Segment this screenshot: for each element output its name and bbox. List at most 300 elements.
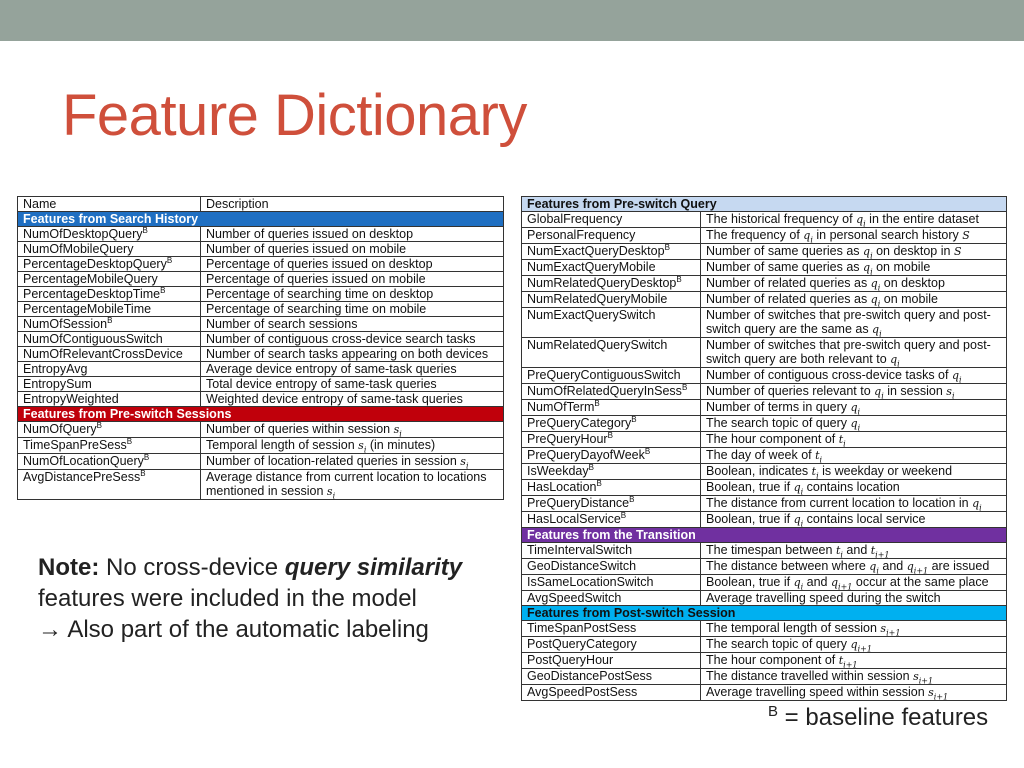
baseline-mark: B xyxy=(664,242,670,252)
math-symbol: t xyxy=(838,433,844,446)
baseline-mark: B xyxy=(644,446,651,456)
table-row xyxy=(522,244,1007,260)
math-subscript: i+1 xyxy=(838,582,853,592)
description-text: Average travelling speed within session xyxy=(706,685,929,699)
description-text: The timespan between xyxy=(706,543,836,557)
feature-description-cell xyxy=(701,512,1007,528)
feature-name: NumExactQuerySwitch xyxy=(527,308,656,322)
math-symbol: q xyxy=(850,417,858,430)
table-row xyxy=(522,512,1007,528)
feature-name-cell xyxy=(18,362,201,377)
math-symbol: q xyxy=(830,576,839,589)
math-symbol: q xyxy=(869,560,877,573)
feature-description-cell xyxy=(701,448,1007,464)
description-text: Number of related queries as xyxy=(706,292,871,306)
baseline-mark: B xyxy=(629,494,635,504)
description-text: Average device entropy of same-task queries xyxy=(206,362,457,376)
top-bar xyxy=(0,0,1024,41)
feature-description-cell xyxy=(201,272,504,287)
description-text: Average distance from current location to locations mentioned in session xyxy=(206,470,487,498)
baseline-mark: B xyxy=(126,436,133,446)
description-column-header: Description xyxy=(201,197,504,212)
query-feature-table xyxy=(521,196,1007,701)
math-subscript: i xyxy=(399,429,402,439)
math-subscript: i xyxy=(465,461,469,471)
feature-description-cell xyxy=(701,496,1007,512)
feature-name: PreQueryCategory xyxy=(527,416,632,430)
table-row xyxy=(522,338,1007,368)
description-text: The distance travelled within session xyxy=(706,669,914,683)
feature-description-cell xyxy=(201,470,504,500)
description-text: The search topic of query xyxy=(706,637,851,651)
math-symbol: q xyxy=(972,497,980,510)
feature-name-cell xyxy=(522,637,701,653)
table-row xyxy=(18,377,504,392)
feature-description-cell xyxy=(201,242,504,257)
description-text: Number of contiguous cross-device tasks of xyxy=(706,368,952,382)
math-symbol: q xyxy=(863,261,871,274)
feature-name-cell xyxy=(18,347,201,362)
description-text: occur at the same place xyxy=(852,575,989,589)
feature-name: PostQueryHour xyxy=(527,653,614,667)
baseline-mark: B xyxy=(142,225,148,235)
description-text: The hour component of xyxy=(706,432,839,446)
math-subscript: i xyxy=(332,491,336,501)
description-text: The day of week of xyxy=(706,448,816,462)
baseline-mark: B xyxy=(607,430,613,440)
baseline-mark: B xyxy=(631,414,637,424)
feature-name-cell xyxy=(18,287,201,302)
feature-name: NumRelatedQueryMobile xyxy=(527,292,668,306)
math-subscript: i xyxy=(800,582,804,592)
feature-name-cell xyxy=(18,272,201,287)
math-symbol: t xyxy=(815,449,820,462)
math-subscript: i xyxy=(877,283,881,293)
section-header-row xyxy=(522,528,1007,543)
description-text: are issued xyxy=(928,559,990,573)
arrow-icon: → xyxy=(38,616,62,643)
table-row xyxy=(522,448,1007,464)
feature-name: NumOfRelatedQueryInSess xyxy=(527,384,682,398)
math-subscript: i+1 xyxy=(875,550,890,560)
feature-description-cell xyxy=(701,621,1007,637)
feature-description-cell xyxy=(701,591,1007,606)
baseline-mark: B xyxy=(596,478,602,488)
feature-name-cell xyxy=(18,242,201,257)
feature-name-cell xyxy=(18,438,201,454)
feature-description-cell xyxy=(701,368,1007,384)
description-text: is weekday or weekend xyxy=(818,464,953,478)
feature-description-cell xyxy=(201,302,504,317)
feature-description-cell xyxy=(701,575,1007,591)
feature-name-cell xyxy=(522,685,701,701)
feature-name: PercentageDesktopQuery xyxy=(23,257,167,271)
math-subscript: i xyxy=(819,455,823,465)
feature-name-cell xyxy=(522,368,701,384)
math-symbol: s xyxy=(928,686,934,699)
feature-name: PreQueryContiguousSwitch xyxy=(527,368,681,382)
feature-name-cell xyxy=(18,302,201,317)
feature-name-cell xyxy=(522,416,701,432)
math-symbol: S xyxy=(962,229,970,242)
description-text: Number of search tasks appearing on both devices xyxy=(206,347,489,361)
section-title: Features from Pre-switch Query xyxy=(522,197,1007,212)
math-subscript: i xyxy=(863,219,866,229)
table-row xyxy=(522,212,1007,228)
description-text: Percentage of searching time on mobile xyxy=(206,302,427,316)
description-text: Percentage of queries issued on mobile xyxy=(206,272,426,286)
description-text: Boolean, true if xyxy=(706,575,794,589)
feature-description-cell xyxy=(701,212,1007,228)
description-text: Weighted device entropy of same-task queries xyxy=(206,392,463,406)
section-header-row xyxy=(18,407,504,422)
description-text: Boolean, indicates xyxy=(706,464,812,478)
table-row xyxy=(522,368,1007,384)
table-row xyxy=(18,347,504,362)
table-row xyxy=(522,308,1007,338)
feature-description-cell xyxy=(701,384,1007,400)
feature-name: PersonalFrequency xyxy=(527,228,636,242)
feature-name-cell xyxy=(522,308,701,338)
description-text: Number of location-related queries in session xyxy=(206,454,461,468)
table-row xyxy=(522,464,1007,480)
table-row xyxy=(18,302,504,317)
feature-description-cell xyxy=(201,362,504,377)
math-subscript: i xyxy=(810,235,813,245)
feature-name: NumRelatedQueryDesktop xyxy=(527,276,677,290)
baseline-mark: B xyxy=(620,510,627,520)
feature-name-cell xyxy=(522,621,701,637)
description-text: Number of same queries as xyxy=(706,260,864,274)
feature-name: IsWeekday xyxy=(527,464,589,478)
math-symbol: t xyxy=(811,465,817,478)
baseline-mark: B xyxy=(768,703,779,720)
feature-name: NumRelatedQuerySwitch xyxy=(527,338,668,352)
feature-description-cell xyxy=(701,338,1007,368)
table-row xyxy=(18,242,504,257)
feature-name-cell xyxy=(18,470,201,500)
section-header-row xyxy=(522,197,1007,212)
description-text: Number of contiguous cross-device search tasks xyxy=(206,332,476,346)
name-column-header: Name xyxy=(18,197,201,212)
feature-name: GlobalFrequency xyxy=(527,212,623,226)
feature-name: TimeIntervalSwitch xyxy=(527,543,633,557)
math-symbol: s xyxy=(880,622,887,635)
math-symbol: t xyxy=(838,654,844,667)
description-text: in personal search history xyxy=(812,228,963,242)
feature-name: PreQueryDayofWeek xyxy=(527,448,645,462)
table-row xyxy=(18,317,504,332)
description-text: The hour component of xyxy=(706,653,839,667)
description-text: Number of queries within session xyxy=(206,422,394,436)
feature-name-cell xyxy=(522,260,701,276)
math-symbol: q xyxy=(850,401,858,414)
feature-name-cell xyxy=(522,480,701,496)
description-text: Number of switches that pre-switch query and post-switch query are the same as xyxy=(706,308,991,336)
feature-name: NumOfLocationQuery xyxy=(23,454,144,468)
feature-name: GeoDistancePostSess xyxy=(527,669,653,683)
math-symbol: q xyxy=(951,369,959,382)
description-text: Number of switches that pre-switch query and post-switch query are both relevant to xyxy=(706,338,991,366)
feature-name: NumOfQuery xyxy=(23,422,97,436)
table-row xyxy=(522,637,1007,653)
description-text: (in minutes) xyxy=(366,438,436,452)
math-symbol: s xyxy=(913,670,919,683)
math-subscript: i xyxy=(870,251,873,261)
description-text: Total device entropy of same-task queries xyxy=(206,377,437,391)
feature-description-cell xyxy=(701,559,1007,575)
baseline-mark: B xyxy=(107,315,113,325)
feature-name: PercentageMobileTime xyxy=(23,302,152,316)
math-subscript: i+1 xyxy=(886,628,901,638)
feature-name-cell xyxy=(522,512,701,528)
feature-description-cell xyxy=(701,292,1007,308)
description-text: Number of related queries as xyxy=(706,276,871,290)
math-symbol: t xyxy=(835,544,841,557)
feature-name-cell xyxy=(18,227,201,242)
feature-description-cell xyxy=(201,287,504,302)
feature-name: PercentageMobileQuery xyxy=(23,272,158,286)
description-text: The frequency of xyxy=(706,228,804,242)
math-subscript: i+1 xyxy=(933,692,949,702)
math-subscript: i xyxy=(881,391,884,401)
table-row xyxy=(522,400,1007,416)
math-symbol: q xyxy=(874,385,882,398)
description-text: Number of terms in query xyxy=(706,400,851,414)
feature-name-cell xyxy=(522,559,701,575)
table-row xyxy=(522,276,1007,292)
math-symbol: s xyxy=(358,439,364,452)
feature-description-cell xyxy=(701,228,1007,244)
math-subscript: i xyxy=(857,423,861,433)
feature-description-cell xyxy=(201,227,504,242)
description-text: Temporal length of session xyxy=(206,438,359,452)
math-subscript: i+1 xyxy=(843,660,858,670)
feature-name-cell xyxy=(522,276,701,292)
table-row xyxy=(18,422,504,438)
feature-name: NumExactQueryMobile xyxy=(527,260,656,274)
feature-description-cell xyxy=(201,347,504,362)
math-subscript: i xyxy=(840,550,843,560)
feature-description-cell xyxy=(701,244,1007,260)
note-label: Note: xyxy=(38,554,100,581)
description-text: on mobile xyxy=(880,292,938,306)
math-subscript: i xyxy=(876,566,879,576)
feature-name-cell xyxy=(18,377,201,392)
math-symbol: s xyxy=(460,455,466,468)
baseline-mark: B xyxy=(140,468,146,478)
feature-description-cell xyxy=(201,332,504,347)
baseline-legend-text: = baseline features xyxy=(778,704,989,731)
math-subscript: i xyxy=(800,519,804,529)
baseline-mark: B xyxy=(96,420,102,430)
math-subscript: i xyxy=(857,407,861,417)
table-row xyxy=(522,480,1007,496)
feature-name-cell xyxy=(522,432,701,448)
feature-name-cell xyxy=(522,228,701,244)
table-row xyxy=(18,392,504,407)
table-row xyxy=(522,432,1007,448)
section-header-row xyxy=(522,606,1007,621)
description-text: Percentage of queries issued on desktop xyxy=(206,257,433,271)
feature-name: HasLocation xyxy=(527,480,597,494)
table-row xyxy=(522,559,1007,575)
description-text: Number of queries relevant to xyxy=(706,384,875,398)
feature-description-cell xyxy=(701,464,1007,480)
table-row xyxy=(522,260,1007,276)
table-row xyxy=(18,287,504,302)
note-line-3-text: Also part of the automatic labeling xyxy=(62,616,429,643)
baseline-mark: B xyxy=(160,285,166,295)
math-symbol: t xyxy=(870,544,876,557)
table-row xyxy=(522,685,1007,701)
table-header-row xyxy=(18,197,504,212)
feature-description-cell xyxy=(201,454,504,470)
table-row xyxy=(18,362,504,377)
slide-title: Feature Dictionary xyxy=(62,83,527,148)
note-phrase: query similarity xyxy=(284,554,463,581)
feature-name: HasLocalService xyxy=(527,512,621,526)
feature-name-cell xyxy=(522,400,701,416)
description-text: Percentage of searching time on desktop xyxy=(206,287,434,301)
feature-name: AvgSpeedPostSess xyxy=(527,685,638,699)
math-subscript: i xyxy=(363,445,367,455)
feature-description-cell xyxy=(201,317,504,332)
math-subscript: i+1 xyxy=(857,644,872,654)
description-text: Number of same queries as xyxy=(706,244,864,258)
description-text: and xyxy=(842,543,871,557)
feature-name-cell xyxy=(522,543,701,559)
feature-description-cell xyxy=(701,400,1007,416)
math-subscript: i+1 xyxy=(913,566,929,576)
table-row xyxy=(522,416,1007,432)
table-row xyxy=(18,272,504,287)
feature-description-cell xyxy=(201,422,504,438)
math-symbol: q xyxy=(870,277,878,290)
feature-description-cell xyxy=(701,432,1007,448)
section-title: Features from Post-switch Session xyxy=(522,606,1007,621)
math-subscript: i xyxy=(897,359,900,369)
table-row xyxy=(522,496,1007,512)
feature-name: NumOfTerm xyxy=(527,400,595,414)
section-title: Features from Search History xyxy=(18,212,504,227)
feature-name: PreQueryHour xyxy=(527,432,608,446)
description-text: The distance from current location to location in xyxy=(706,496,973,510)
feature-name-cell xyxy=(522,212,701,228)
feature-name-cell xyxy=(522,448,701,464)
baseline-mark: B xyxy=(143,452,150,462)
feature-name-cell xyxy=(522,384,701,400)
baseline-mark: B xyxy=(676,274,682,284)
baseline-mark: B xyxy=(594,398,600,408)
feature-name-cell xyxy=(522,338,701,368)
note-line-2: features were included in the model xyxy=(38,585,417,612)
feature-description-cell xyxy=(701,276,1007,292)
description-text: on mobile xyxy=(872,260,931,274)
description-text: Number of queries issued on desktop xyxy=(206,227,414,241)
math-subscript: i xyxy=(979,503,982,513)
feature-name: NumExactQueryDesktop xyxy=(527,244,665,258)
feature-description-cell xyxy=(201,392,504,407)
feature-name-cell xyxy=(522,496,701,512)
feature-description-cell xyxy=(701,653,1007,669)
feature-name: PreQueryDistance xyxy=(527,496,630,510)
feature-description-cell xyxy=(701,308,1007,338)
feature-description-cell xyxy=(201,257,504,272)
table-row xyxy=(18,454,504,470)
table-row xyxy=(522,653,1007,669)
baseline-mark: B xyxy=(588,462,594,472)
feature-name: EntropyWeighted xyxy=(23,392,119,406)
feature-description-cell xyxy=(201,438,504,454)
baseline-mark: B xyxy=(166,255,173,265)
search-history-feature-table xyxy=(17,196,504,500)
math-symbol: s xyxy=(946,385,952,398)
description-text: in session xyxy=(883,384,947,398)
description-text: contains local service xyxy=(803,512,926,526)
feature-name: EntropyAvg xyxy=(23,362,88,376)
math-symbol: q xyxy=(803,229,811,242)
table-row xyxy=(18,257,504,272)
table-row xyxy=(18,470,504,500)
math-symbol: q xyxy=(793,481,801,494)
math-subscript: i xyxy=(870,267,873,277)
math-symbol: q xyxy=(863,245,871,258)
feature-name-cell xyxy=(522,575,701,591)
feature-name-cell xyxy=(18,317,201,332)
description-text: on desktop in xyxy=(872,244,954,258)
feature-name-cell xyxy=(18,392,201,407)
baseline-mark: B xyxy=(681,382,688,392)
feature-name: PercentageDesktopTime xyxy=(23,287,161,301)
table-row xyxy=(522,591,1007,606)
math-subscript: i xyxy=(843,439,846,449)
table-row xyxy=(522,384,1007,400)
feature-description-cell xyxy=(701,669,1007,685)
feature-name-cell xyxy=(522,292,701,308)
baseline-legend xyxy=(768,704,988,732)
feature-name: NumOfDesktopQuery xyxy=(23,227,143,241)
feature-name-cell xyxy=(522,464,701,480)
math-symbol: q xyxy=(870,293,878,306)
feature-description-cell xyxy=(701,480,1007,496)
description-text: The distance between where xyxy=(706,559,870,573)
description-text: Number of queries issued on mobile xyxy=(206,242,407,256)
math-symbol: s xyxy=(326,485,333,498)
math-subscript: i xyxy=(877,299,881,309)
description-text: The temporal length of session xyxy=(706,621,881,635)
math-symbol: q xyxy=(872,323,880,336)
math-subscript: i xyxy=(959,375,962,385)
note-line-3 xyxy=(38,614,462,645)
feature-name: NumOfMobileQuery xyxy=(23,242,134,256)
feature-name: PostQueryCategory xyxy=(527,637,637,651)
feature-description-cell xyxy=(701,637,1007,653)
feature-name-cell xyxy=(18,422,201,438)
description-text: and xyxy=(803,575,831,589)
feature-name: TimeSpanPostSess xyxy=(527,621,637,635)
feature-name-cell xyxy=(18,257,201,272)
math-symbol: q xyxy=(890,353,898,366)
table-row xyxy=(522,228,1007,244)
math-symbol: q xyxy=(856,213,864,226)
feature-description-cell xyxy=(201,377,504,392)
math-symbol: q xyxy=(793,576,801,589)
feature-name-cell xyxy=(522,244,701,260)
feature-name: GeoDistanceSwitch xyxy=(527,559,637,573)
section-title: Features from the Transition xyxy=(522,528,1007,543)
feature-name-cell xyxy=(18,332,201,347)
